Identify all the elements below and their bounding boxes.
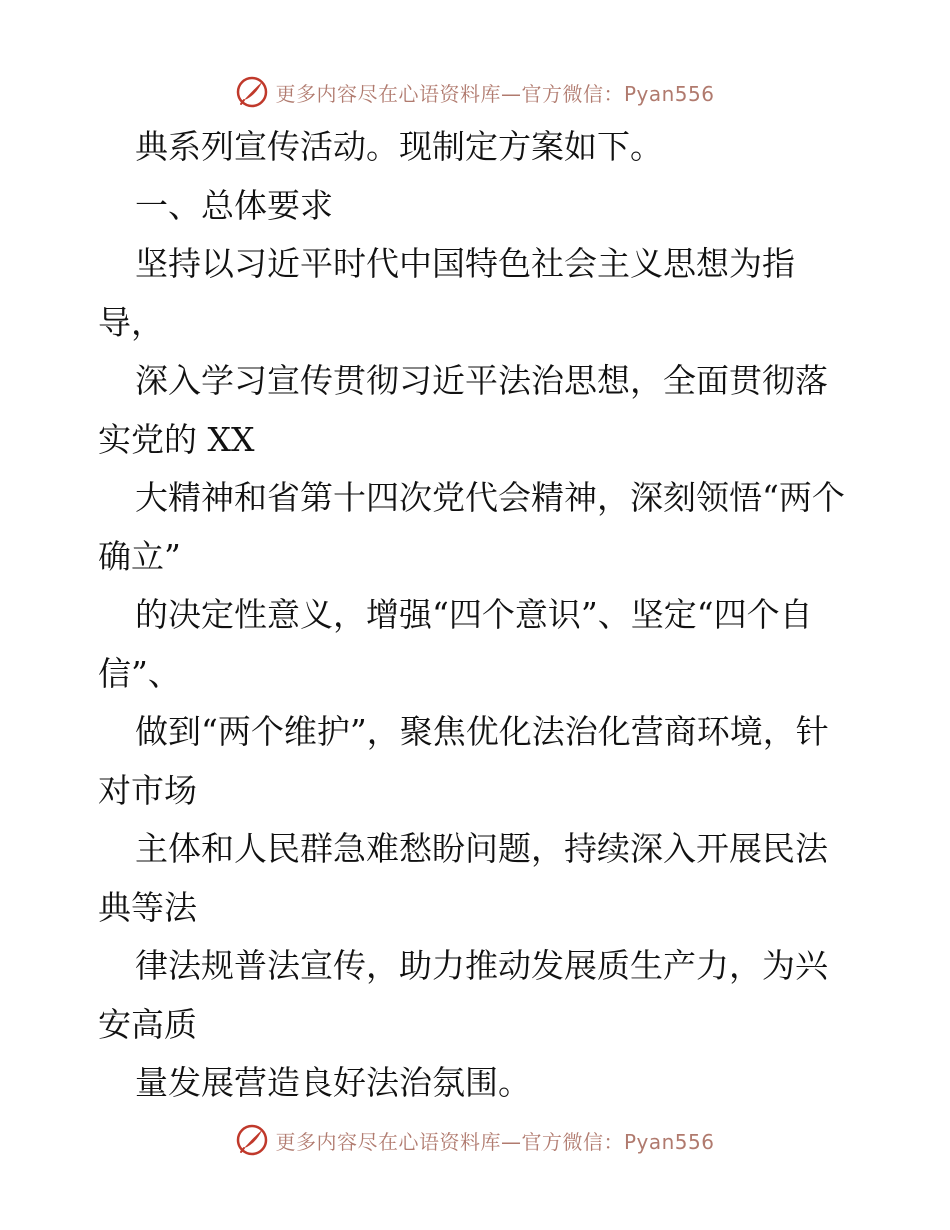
- watermark-text: 更多内容尽在心语资料库—官方微信：Pyan556: [275, 1129, 715, 1154]
- paragraph: 做到“两个维护”，聚焦优化法治化营商环境，针对市场: [98, 712, 829, 810]
- paragraph: 典系列宣传活动。现制定方案如下。: [135, 127, 663, 166]
- paragraph: 深入学习宣传贯彻习近平法治思想，全面贯彻落实党的 XX: [98, 361, 828, 459]
- watermark-text: 更多内容尽在心语资料库—官方微信：Pyan556: [275, 81, 715, 106]
- section-heading: 一、总体要求: [135, 185, 333, 225]
- paragraph: 律法规普法宣传，助力推动发展质生产力，为兴安高质: [98, 946, 828, 1044]
- feather-quill-logo-icon: [235, 75, 269, 109]
- paragraph: 大精神和省第十四次党代会精神，深刻领悟“两个确立”: [98, 478, 845, 576]
- footer-watermark: [0, 1120, 950, 1160]
- header-watermark: [0, 72, 950, 112]
- paragraph: 的决定性意义，增强“四个意识”、坚定“四个自信”、: [98, 595, 813, 693]
- feather-quill-logo-icon: [235, 1123, 269, 1157]
- paragraph: 主体和人民群急难愁盼问题，持续深入开展民法典等法: [98, 829, 828, 927]
- paragraph: 量发展营造良好法治氛围。: [135, 1063, 531, 1102]
- paragraph: 坚持以习近平时代中国特色社会主义思想为指导，: [98, 244, 795, 342]
- document-body: [98, 118, 858, 1113]
